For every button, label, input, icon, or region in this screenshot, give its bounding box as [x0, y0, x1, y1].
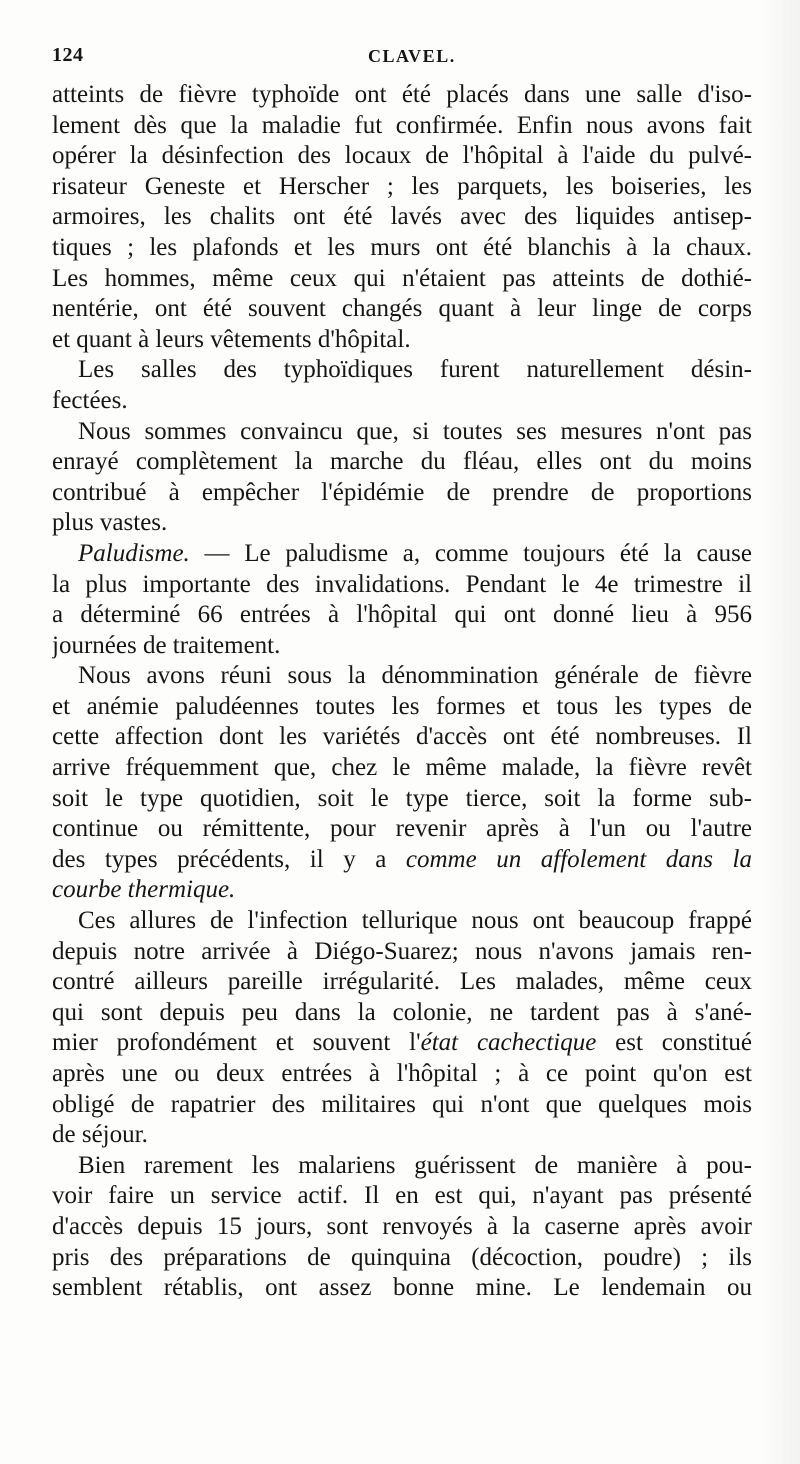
text-line — [52, 692, 752, 723]
text-line — [52, 80, 752, 111]
text-segment: cette affection dont les variétés d'accès ont été nombreuses. Il — [52, 723, 752, 751]
text-segment: est constitué — [596, 1029, 752, 1057]
text-segment: obligé de rapatrier des militaires qui n'ont que quelques mois — [52, 1090, 752, 1118]
text-segment: pris des préparations de quinquina (décoction, poudre) ; ils — [52, 1243, 752, 1271]
text-segment: soit le type quotidien, soit le type tierce, soit la forme sub- — [52, 784, 752, 812]
text-line — [52, 814, 752, 845]
page-header — [52, 44, 752, 74]
text-segment: Les salles des typhoïdiques furent naturellement désin- — [78, 356, 752, 384]
text-line — [52, 1273, 752, 1304]
text-line — [52, 784, 752, 815]
text-line — [52, 1028, 752, 1059]
text-segment: Bien rarement les malariens guérissent de manière à pou- — [78, 1151, 752, 1179]
text-segment: Nous avons réuni sous la dénommination générale de fièvre — [78, 662, 752, 690]
text-line — [52, 294, 752, 325]
text-segment: la plus importante des invalidations. Pendant le 4e trimestre il — [52, 570, 752, 598]
body-text — [52, 80, 752, 1304]
text-line — [52, 172, 752, 203]
text-line — [52, 508, 752, 539]
text-line — [52, 906, 752, 937]
text-segment: et quant à leurs vêtements d'hôpital. — [52, 325, 411, 353]
scan-edge-shadow — [760, 0, 800, 1464]
text-line — [52, 386, 752, 417]
text-segment: des types précédents, il y a — [52, 845, 406, 873]
italic-text-segment: comme un affolement dans la — [405, 845, 752, 873]
text-line — [52, 355, 752, 386]
text-line — [52, 722, 752, 753]
text-segment: arrive fréquemment que, chez le même malade, la fièvre revêt — [52, 754, 752, 782]
text-segment: armoires, les chalits ont été lavés avec des liquides antisep- — [52, 203, 752, 231]
text-segment: contribué à empêcher l'épidémie de prendre de proportions — [52, 478, 752, 506]
italic-text-segment: Paludisme. — [78, 539, 190, 567]
text-line — [52, 937, 752, 968]
text-line — [52, 111, 752, 142]
text-line — [52, 998, 752, 1029]
running-head: CLAVEL. — [368, 46, 456, 66]
text-segment: opérer la désinfection des locaux de l'hôpital à l'aide du pulvé- — [52, 142, 752, 170]
text-segment: atteints de fièvre typhoïde ont été placés dans une salle d'iso- — [52, 81, 752, 108]
text-segment: tiques ; les plafonds et les murs ont été blanchis à la chaux. — [52, 233, 752, 261]
italic-text-segment: courbe thermique. — [52, 876, 236, 904]
text-segment: fectées. — [52, 386, 128, 414]
text-line — [52, 1151, 752, 1182]
text-segment: a déterminé 66 entrées à l'hôpital qui ont donné lieu à 956 — [52, 601, 752, 629]
text-line — [52, 1090, 752, 1121]
text-line — [52, 417, 752, 448]
text-segment: de séjour. — [52, 1121, 148, 1149]
text-segment: Ces allures de l'infection tellurique nous ont beaucoup frappé — [78, 907, 752, 935]
italic-text-segment: état cachectique — [420, 1029, 597, 1057]
text-line — [52, 967, 752, 998]
text-segment: nentérie, ont été souvent changés quant à leur linge de corps — [52, 295, 752, 323]
text-segment: Les hommes, même ceux qui n'étaient pas atteints de dothié- — [52, 264, 752, 292]
text-line — [52, 325, 752, 356]
text-line — [52, 570, 752, 601]
text-segment: contré ailleurs pareille irrégularité. Les malades, même ceux — [52, 968, 752, 996]
text-line — [52, 1120, 752, 1151]
text-segment: semblent rétablis, ont assez bonne mine. Le lendemain ou — [52, 1274, 752, 1302]
text-segment: — Le paludisme a, comme toujours été la cause — [189, 539, 752, 567]
text-line — [52, 478, 752, 509]
text-segment: journées de traitement. — [52, 631, 281, 659]
text-line — [52, 539, 752, 570]
text-segment: mier profondément et souvent l' — [52, 1029, 421, 1057]
text-line — [52, 631, 752, 662]
text-segment: qui sont depuis peu dans la colonie, ne tardent pas à s'ané- — [52, 998, 752, 1026]
text-line — [52, 875, 752, 906]
text-line — [52, 264, 752, 295]
text-line — [52, 600, 752, 631]
text-segment: plus vastes. — [52, 509, 168, 537]
text-segment: depuis notre arrivée à Diégo-Suarez; nous n'avons jamais ren- — [52, 937, 752, 965]
text-segment: voir faire un service actif. Il en est qui, n'ayant pas présenté — [52, 1182, 752, 1210]
text-line — [52, 845, 752, 876]
text-segment: risateur Geneste et Herscher ; les parquets, les boiseries, les — [52, 172, 752, 200]
page-number: 124 — [52, 44, 84, 66]
text-line — [52, 753, 752, 784]
text-segment: et anémie paludéennes toutes les formes et tous les types de — [52, 692, 752, 720]
text-line — [52, 141, 752, 172]
text-segment: d'accès depuis 15 jours, sont renvoyés à la caserne après avoir — [52, 1212, 752, 1240]
text-line — [52, 1212, 752, 1243]
text-line — [52, 661, 752, 692]
text-segment: continue ou rémittente, pour revenir après à l'un ou l'autre — [52, 815, 752, 843]
text-segment: lement dès que la maladie fut confirmée. Enfin nous avons fait — [52, 111, 752, 139]
text-line — [52, 233, 752, 264]
text-line — [52, 1181, 752, 1212]
text-line — [52, 202, 752, 233]
text-line — [52, 1243, 752, 1274]
text-line — [52, 447, 752, 478]
text-segment: après une ou deux entrées à l'hôpital ; à ce point qu'on est — [52, 1060, 752, 1087]
text-segment: enrayé complètement la marche du fléau, elles ont du moins — [52, 448, 752, 476]
text-line — [52, 1059, 752, 1090]
text-segment: Nous sommes convaincu que, si toutes ses mesures n'ont pas — [78, 417, 752, 445]
